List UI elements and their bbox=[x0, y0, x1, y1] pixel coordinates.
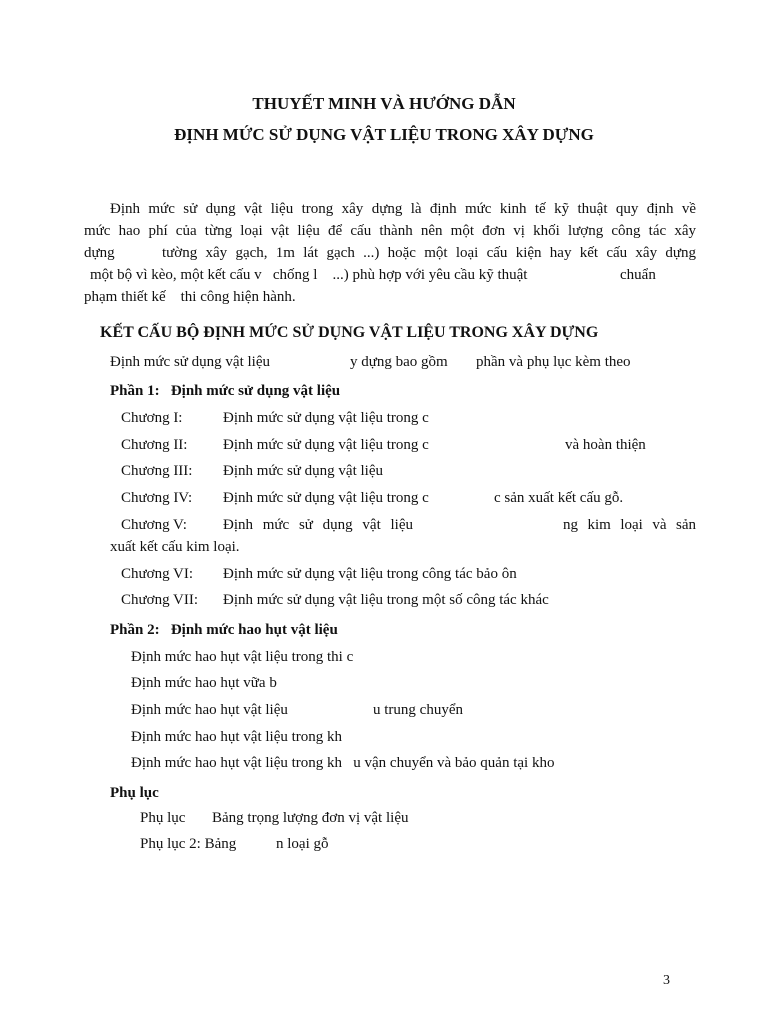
intro-line-3b: tường xây gạch, 1m lát gạch ...) hoặc một loại cấu kiện hay kết cấu xây dựng bbox=[162, 245, 696, 261]
chapter-text-continued: xuất kết cấu kim loại. bbox=[110, 539, 240, 555]
part2-heading: Phần 2: Định mức hao hụt vật liệu bbox=[110, 622, 338, 638]
chapter-text: Định mức sử dụng vật liệu bbox=[223, 517, 413, 533]
intro-line-1: Định mức sử dụng vật liệu trong xây dựng là định mức kinh tế kỹ thuật quy định về bbox=[110, 201, 696, 217]
appendix-heading: Phụ lục bbox=[110, 785, 159, 801]
chapter-label: Chương IV: bbox=[121, 490, 193, 506]
part2-item: Định mức hao hụt vật liệu trong thi c bbox=[131, 649, 354, 665]
title-line-2: ĐỊNH MỨC SỬ DỤNG VẬT LIỆU TRONG XÂY DỰNG bbox=[174, 125, 594, 144]
page-number: 3 bbox=[663, 973, 670, 988]
appendix-label: Phụ lục bbox=[140, 810, 186, 826]
structure-intro-c: phần và phụ lục kèm theo bbox=[476, 354, 631, 370]
part2-item-extra: u trung chuyển bbox=[373, 702, 463, 718]
intro-line-2: mức hao phí của từng loại vật liệu để cấu thành nên một đơn vị khối lượng công tác xây bbox=[84, 223, 696, 239]
appendix-text: n loại gỗ bbox=[276, 836, 329, 852]
structure-intro-b: y dựng bao gồm bbox=[350, 354, 448, 370]
part1-heading: Phần 1: Định mức sử dụng vật liệu bbox=[110, 383, 341, 399]
chapter-label: Chương III: bbox=[121, 463, 193, 479]
chapter-label: Chương VII: bbox=[121, 592, 199, 608]
chapter-text-extra: ng kim loại và sản bbox=[563, 517, 696, 533]
chapter-text: Định mức sử dụng vật liệu trong c bbox=[223, 490, 429, 506]
part2-item: Định mức hao hụt vật liệu trong kh u vận chuyển và bảo quản tại kho bbox=[131, 755, 555, 771]
structure-heading: KẾT CẤU BỘ ĐỊNH MỨC SỬ DỤNG VẬT LIỆU TRONG XÂY DỰNG bbox=[100, 324, 599, 341]
chapter-text: Định mức sử dụng vật liệu bbox=[223, 463, 383, 479]
part2-item: Định mức hao hụt vật liệu bbox=[131, 702, 288, 718]
chapter-text-extra: c sản xuất kết cấu gỗ. bbox=[494, 490, 624, 506]
part2-item: Định mức hao hụt vữa b bbox=[131, 675, 277, 691]
appendix-label: Phụ lục 2: Bảng bbox=[140, 836, 237, 852]
appendix-text: Bảng trọng lượng đơn vị vật liệu bbox=[212, 810, 409, 826]
chapter-label: Chương I: bbox=[121, 410, 183, 426]
intro-line-3a: dựng bbox=[84, 245, 115, 261]
chapter-label: Chương VI: bbox=[121, 566, 194, 582]
intro-line-4b: chuẩn bbox=[620, 267, 656, 283]
chapter-text: Định mức sử dụng vật liệu trong c bbox=[223, 437, 429, 453]
structure-intro-a: Định mức sử dụng vật liệu bbox=[110, 354, 270, 370]
chapter-text: Định mức sử dụng vật liệu trong công tác bảo ôn bbox=[223, 566, 517, 582]
part2-item: Định mức hao hụt vật liệu trong kh bbox=[131, 729, 343, 745]
chapter-label: Chương II: bbox=[121, 437, 188, 453]
chapter-text: Định mức sử dụng vật liệu trong một số công tác khác bbox=[223, 592, 549, 608]
intro-line-4a: một bộ vì kèo, một kết cấu v chống l ...) phù hợp với yêu cầu kỹ thuật bbox=[90, 267, 528, 283]
chapter-label: Chương V: bbox=[121, 517, 187, 533]
chapter-text: Định mức sử dụng vật liệu trong c bbox=[223, 410, 429, 426]
chapter-text-extra: và hoàn thiện bbox=[565, 437, 646, 453]
title-line-1: THUYẾT MINH VÀ HƯỚNG DẪN bbox=[252, 94, 516, 113]
intro-line-5: phạm thiết kế thi công hiện hành. bbox=[84, 289, 296, 305]
